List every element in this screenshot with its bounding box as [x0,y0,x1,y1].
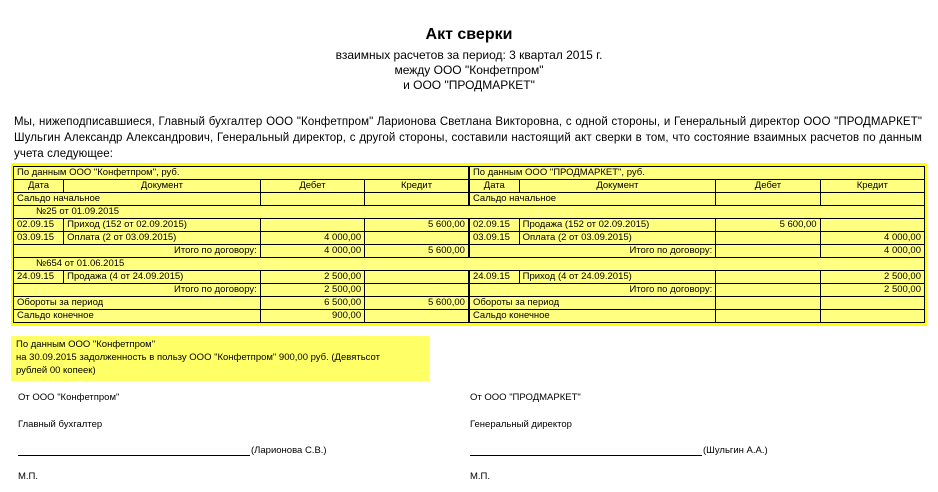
note-line: рублей 00 копеек) [16,365,96,376]
note-line: на 30.09.2015 задолженность в пользу ООО "Конфетпром" 900,00 руб. (Девятьсот [16,352,380,363]
total-label: Итого по договору: [469,245,716,258]
col-date: Дата [469,180,519,193]
table-row [14,219,925,232]
cell: 5 600,00 [365,219,469,232]
cell: 4 000,00 [820,232,924,245]
right-party-label: От ООО "ПРОДМАРКЕТ" [470,392,581,403]
cell: 24.09.15 [469,271,519,284]
contract-label: №654 от 01.06.2015 [14,258,925,271]
cell [260,219,364,232]
cell: 4 000,00 [260,245,364,258]
cell: 02.09.15 [469,219,519,232]
cell: 2 500,00 [820,271,924,284]
table-row [14,297,925,310]
left-role: Главный бухгалтер [18,419,103,430]
left-header: По данным ООО "Конфетпром", руб. [14,167,469,180]
debt-note [16,338,426,377]
cell: 6 500,00 [260,297,364,310]
turnover-label: Обороты за период [14,297,261,310]
cell [260,193,364,206]
cell: 02.09.15 [14,219,64,232]
cell: 5 600,00 [365,297,469,310]
table-row [14,245,925,258]
intro-paragraph: Мы, нижеподписавшиеся, Главный бухгалтер ООО "Конфетпром" Ларионова Светлана Викторовна, с одной стороны, и Генеральный директор ООО "ПРОДМАРКЕТ" Шульгин Александр Александрович, Генеральный директор, с другой стороны, составили настоящий акт сверки в том, что состояние взаимных расчетов по данным учета следующее: [14,116,922,160]
opening-balance-label: Сальдо начальное [469,193,716,206]
cell: Продажа (4 от 24.09.2015) [64,271,261,284]
cell [716,193,820,206]
party-line-2: и ООО "ПРОДМАРКЕТ" [403,78,535,92]
right-header: По данным ООО "ПРОДМАРКЕТ", руб. [469,167,925,180]
cell [716,271,820,284]
cell: Продажа (152 от 02.09.2015) [519,219,716,232]
cell [820,193,924,206]
table-row [14,232,925,245]
cell: 5 600,00 [716,219,820,232]
cell [716,310,820,323]
col-debit: Дебет [716,180,820,193]
col-debit: Дебет [260,180,364,193]
col-date: Дата [14,180,64,193]
table-row [14,284,925,297]
cell [716,297,820,310]
right-signer-name: (Шульгин А.А.) [703,445,768,456]
reconciliation-table [13,166,925,323]
closing-balance-label: Сальдо конечное [469,310,716,323]
cell [365,193,469,206]
left-signature-line [18,455,250,456]
cell: 2 500,00 [820,284,924,297]
cell [820,219,924,232]
cell [820,297,924,310]
document-title: Акт сверки [425,26,513,43]
cell [716,284,820,297]
contract-label: №25 от 01.09.2015 [14,206,925,219]
closing-balance-label: Сальдо конечное [14,310,261,323]
right-role: Генеральный директор [470,419,572,430]
cell: 4 000,00 [260,232,364,245]
cell [716,245,820,258]
table-row [14,193,925,206]
cell: 4 000,00 [820,245,924,258]
party-line-1: между ООО "Конфетпром" [394,63,544,77]
col-credit: Кредит [365,180,469,193]
cell: 03.09.15 [14,232,64,245]
column-headers [14,180,925,193]
cell [365,284,469,297]
table-row [14,310,925,323]
cell [820,310,924,323]
cell [365,310,469,323]
cell: 2 500,00 [260,284,364,297]
left-stamp: М.П. [18,471,39,482]
cell: Оплата (2 от 03.09.2015) [64,232,261,245]
right-stamp: М.П. [470,471,491,482]
cell: 5 600,00 [365,245,469,258]
col-doc: Документ [64,180,261,193]
total-label: Итого по договору: [14,245,261,258]
table-header-row [14,167,925,180]
cell: Приход (4 от 24.09.2015) [519,271,716,284]
total-label: Итого по договору: [14,284,261,297]
cell [365,271,469,284]
cell: Оплата (2 от 03.09.2015) [519,232,716,245]
col-credit: Кредит [820,180,924,193]
right-signature-line [470,455,702,456]
table-row [14,271,925,284]
left-signer-name: (Ларионова С.В.) [251,445,327,456]
cell: 900,00 [260,310,364,323]
total-label: Итого по договору: [469,284,716,297]
left-party-label: От ООО "Конфетпром" [18,392,120,403]
cell [716,232,820,245]
col-doc: Документ [519,180,716,193]
opening-balance-label: Сальдо начальное [14,193,261,206]
note-line: По данным ООО "Конфетпром" [16,339,156,350]
cell: Приход (152 от 02.09.2015) [64,219,261,232]
table-row [14,258,925,271]
cell [365,232,469,245]
table-row [14,206,925,219]
cell: 03.09.15 [469,232,519,245]
cell: 24.09.15 [14,271,64,284]
period-line: взаимных расчетов за период: 3 квартал 2015 г. [335,48,603,62]
turnover-label: Обороты за период [469,297,716,310]
cell: 2 500,00 [260,271,364,284]
